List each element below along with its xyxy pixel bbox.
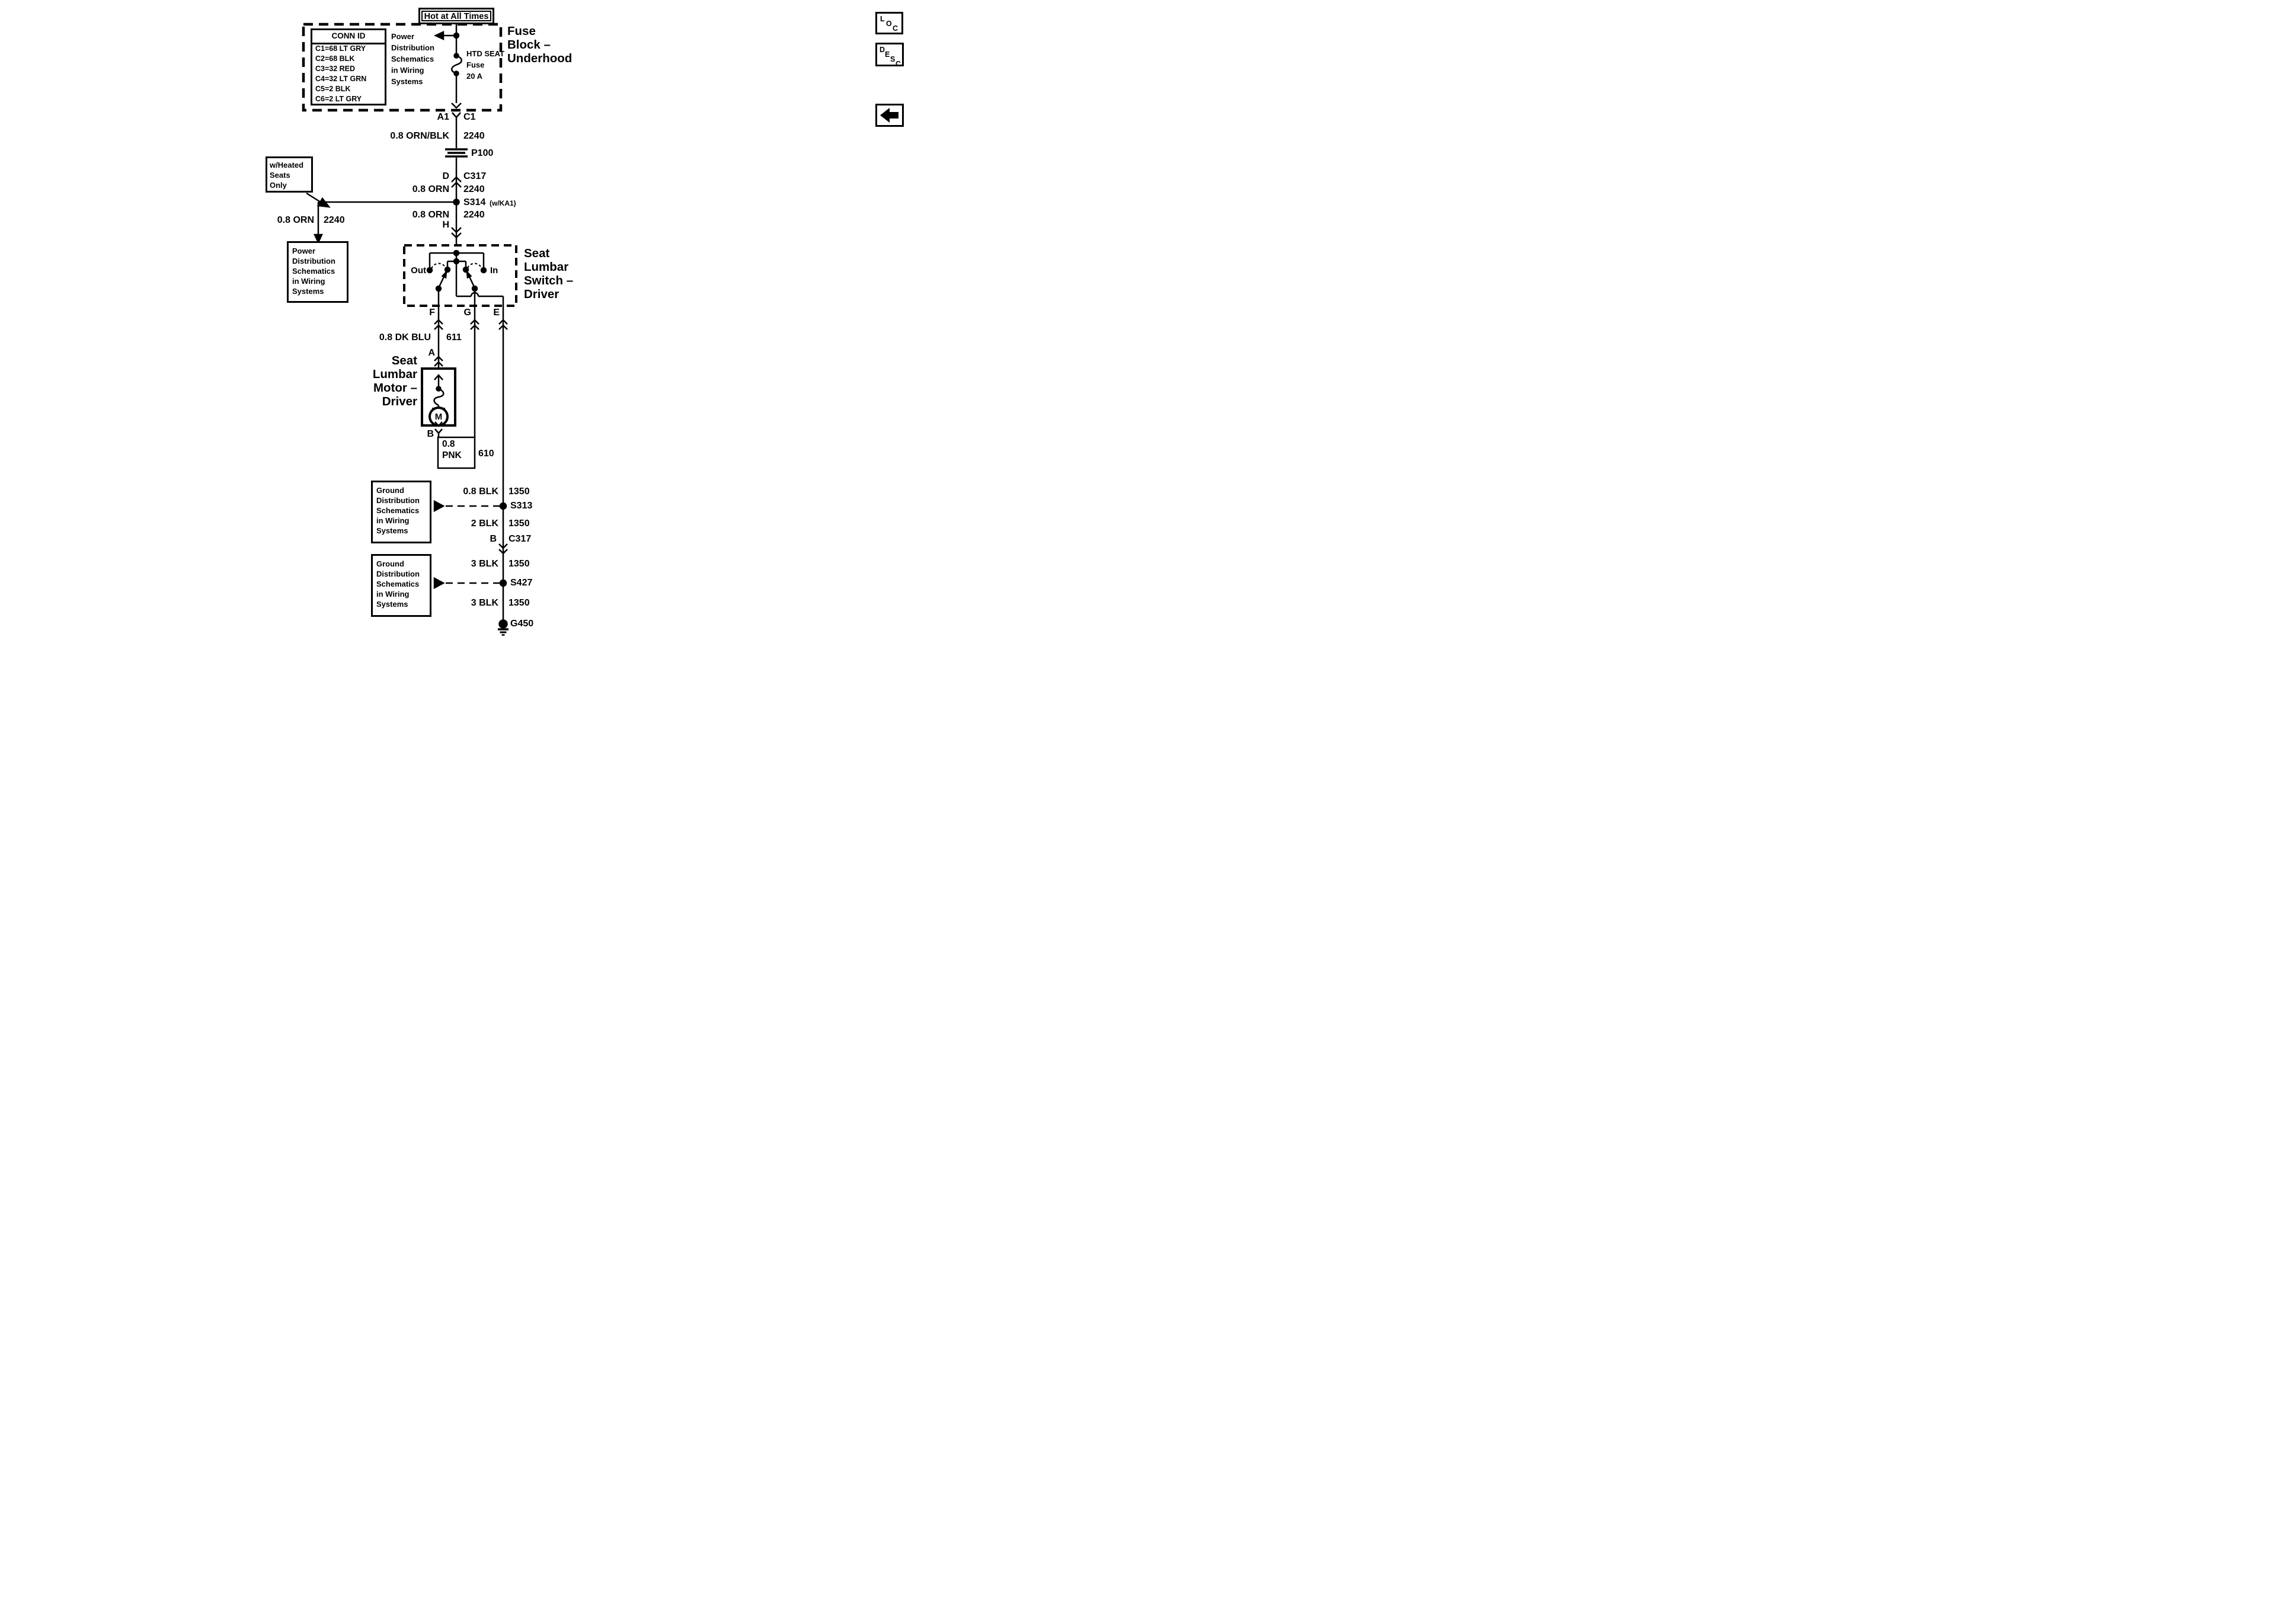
conn-id-header: CONN ID <box>331 31 366 40</box>
ref-line: Distribution <box>376 496 420 505</box>
desc-letter: D <box>880 46 885 54</box>
inner-bar-dot <box>454 259 459 264</box>
lumbar-switch-name <box>524 247 573 301</box>
splice-s313: S313 <box>510 501 533 511</box>
conn-id-row: C1=68 LT GRY <box>315 44 366 53</box>
motor-name-line: Seat <box>391 354 417 367</box>
power-dist-note <box>391 31 434 87</box>
ref-triangle-1 <box>434 501 443 511</box>
left-arrow-icon <box>436 32 443 39</box>
power-dist-ref-box <box>287 241 348 303</box>
desc-button[interactable] <box>875 43 904 66</box>
motor-name-line: Motor – <box>373 381 417 395</box>
hot-at-all-times-box <box>418 8 494 24</box>
wire-label: 3 BLK <box>471 559 498 569</box>
connector-c317-lower: C317 <box>509 534 532 544</box>
desc-letter: C <box>896 60 901 68</box>
inner-right-dot <box>463 267 468 272</box>
circuit-number: 2240 <box>324 215 345 225</box>
circuit-number: 1350 <box>509 598 530 608</box>
ref-line: in Wiring <box>292 277 325 286</box>
desc-letter: E <box>885 50 890 59</box>
terminal-g: G <box>463 308 471 318</box>
conn-id-row: C2=68 BLK <box>315 55 355 63</box>
motor-m-letter: M <box>434 412 443 422</box>
tap-dot <box>454 33 459 38</box>
ref-line: Systems <box>376 526 408 535</box>
ref-line: in Wiring <box>376 590 410 598</box>
conn-id-row: C6=2 LT GRY <box>315 95 362 103</box>
ref-line: Systems <box>292 287 324 296</box>
wire-label: 0.8 DK BLU <box>379 332 431 343</box>
arm-g-arrowhead <box>467 272 471 277</box>
motor-name-line: Lumbar <box>372 367 417 381</box>
note-line: Distribution <box>391 43 434 52</box>
in-travel-arc <box>468 264 482 268</box>
terminal-a: A <box>428 348 435 358</box>
p100-grommet-icon <box>445 149 468 156</box>
connector-a1-c1-icon <box>452 113 461 122</box>
p100-label: P100 <box>471 148 494 158</box>
terminal-e: E <box>493 308 500 318</box>
note-line: Seats <box>270 171 290 180</box>
circuit-number: 611 <box>446 332 462 343</box>
fuse-rating: 20 A <box>466 72 482 81</box>
fuse-label <box>466 48 504 82</box>
fuse-device: Fuse <box>466 60 485 69</box>
ref-line: Schematics <box>376 506 420 515</box>
fuse-name: HTD SEAT <box>466 49 505 58</box>
note-line: Power <box>391 32 415 41</box>
connector-c317: C317 <box>463 171 487 181</box>
terminal-h: H <box>442 220 449 230</box>
terminal-b-c317: B <box>490 534 497 544</box>
fuse-block-name <box>507 24 572 65</box>
ref-line: Ground <box>376 559 404 568</box>
g450-ground-dot <box>500 620 507 628</box>
fge-connector-chevrons <box>434 320 507 329</box>
desc-letter: S <box>890 55 896 63</box>
circuit-number: 1350 <box>509 518 530 529</box>
wire-size: 0.8 <box>442 439 455 449</box>
conn-id-row: C4=32 LT GRN <box>315 75 367 83</box>
fuse-block-name-line: Block – <box>507 38 551 52</box>
conn-id-table <box>311 28 386 105</box>
wire-label: 2 BLK <box>471 518 498 529</box>
loc-button[interactable] <box>875 12 903 34</box>
back-button[interactable] <box>875 104 904 127</box>
connector-c1: C1 <box>463 112 476 122</box>
heated-seats-note-box <box>266 156 313 193</box>
ground-dist-ref-box-2 <box>371 554 431 617</box>
circuit-number: 1350 <box>509 559 530 569</box>
wire-color: PNK <box>442 450 462 460</box>
arm-f-arrowhead <box>443 272 446 277</box>
circuit-number: 2240 <box>463 210 485 220</box>
ref-line: Distribution <box>376 569 420 578</box>
terminal-f: F <box>429 308 435 318</box>
ref-line: Schematics <box>292 267 335 276</box>
conn-id-row: C3=32 RED <box>315 65 356 73</box>
note-line: Only <box>270 181 287 190</box>
switch-name-line: Driver <box>524 287 559 301</box>
splice-s314-note: (w/KA1) <box>490 199 516 207</box>
circuit-number: 2240 <box>463 131 485 141</box>
wire-label: 0.8 ORN <box>412 210 449 220</box>
motor-name-line: Driver <box>382 395 417 408</box>
ref-line: Distribution <box>292 257 335 265</box>
wire-label: 3 BLK <box>471 598 498 608</box>
circuit-number: 1350 <box>509 486 530 497</box>
switch-out-label: Out <box>411 265 426 276</box>
ground-g450: G450 <box>510 619 534 629</box>
ref-line: Systems <box>376 600 408 609</box>
back-arrow-icon <box>877 105 902 125</box>
fuse-block-name-line: Fuse <box>507 24 536 38</box>
switch-in-label: In <box>490 265 498 276</box>
fuse-block-name-line: Underhood <box>507 52 573 65</box>
conn-id-row: C5=2 BLK <box>315 85 351 93</box>
terminal-b: B <box>427 429 434 439</box>
loc-letter: O <box>886 20 892 28</box>
splice-s427: S427 <box>510 578 533 588</box>
ref-line: Ground <box>376 486 404 495</box>
wire-label: 0.8 ORN <box>412 184 449 194</box>
inner-left-dot <box>445 267 450 272</box>
hot-label: Hot at All Times <box>424 12 489 21</box>
ref-line: Power <box>292 247 316 255</box>
ground-dist-ref-box-1 <box>371 481 431 543</box>
terminal-d: D <box>442 171 449 181</box>
lumbar-motor-name <box>357 354 417 408</box>
out-contact-dot <box>427 268 432 273</box>
circuit-number: 610 <box>478 449 494 459</box>
note-line: in Wiring <box>391 66 424 75</box>
in-contact-dot <box>481 268 486 273</box>
switch-name-line: Switch – <box>524 274 574 287</box>
wiring-diagram-page <box>0 0 918 644</box>
circuit-number: 2240 <box>463 184 485 194</box>
ref-line: in Wiring <box>376 516 410 525</box>
ground-symbol-icon <box>498 629 509 635</box>
note-line: Systems <box>391 77 423 86</box>
connector-b-icon <box>435 429 442 437</box>
switch-name-line: Lumbar <box>524 260 569 274</box>
wire-label: 0.8 ORN <box>277 215 314 225</box>
s313-splice-dot <box>500 503 506 509</box>
switch-name-line: Seat <box>524 247 550 260</box>
ref-triangle-2 <box>434 578 443 588</box>
ref-line: Schematics <box>376 580 420 588</box>
common-to-e-jog <box>456 293 503 296</box>
wire-label: 0.8 BLK <box>463 486 498 497</box>
out-travel-arc <box>431 264 446 268</box>
loc-letter: C <box>893 24 898 33</box>
note-line: Schematics <box>391 55 434 63</box>
loc-letter: L <box>880 15 885 23</box>
s427-splice-dot <box>500 580 506 586</box>
conn-id-divider <box>312 43 385 44</box>
wire-label: 0.8 ORN/BLK <box>390 131 449 141</box>
note-line: w/Heated <box>270 161 304 169</box>
arrowhead-into-border <box>452 103 461 108</box>
splice-s314: S314 <box>463 197 486 207</box>
terminal-a1: A1 <box>437 112 449 122</box>
schematic-lines <box>0 0 918 644</box>
